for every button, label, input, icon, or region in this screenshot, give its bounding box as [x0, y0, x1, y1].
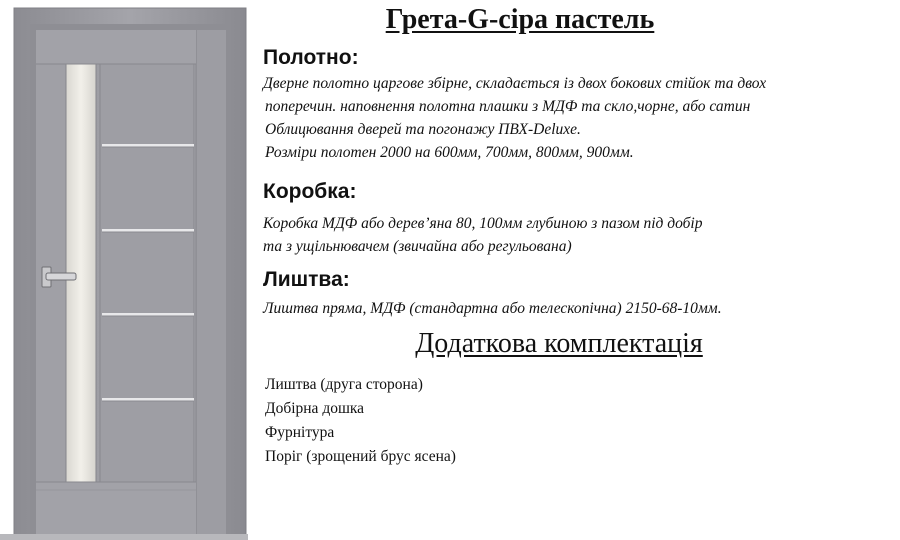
trim-description	[263, 297, 722, 320]
trim-line: Лиштва пряма, МДФ (стандартна або телескопічна) 2150-68-10мм.	[263, 300, 722, 317]
frame-line: Коробка МДФ або дерев’яна 80, 100мм глубиною з пазом під добір	[263, 215, 703, 232]
section-heading-frame: Коробка:	[263, 180, 357, 203]
list-item: Поріг (зрощений брус ясена)	[265, 448, 456, 465]
extras-heading: Додаткова комплектація	[415, 328, 703, 359]
leaf-line: Розміри полотен 2000 на 600мм, 700мм, 800мм, 900мм.	[265, 144, 634, 161]
leaf-line: Облицювання дверей та погонажу ПВХ-Deluxe.	[265, 121, 581, 138]
leaf-description	[263, 72, 766, 164]
door-photo	[0, 0, 248, 540]
leaf-line: поперечин. наповнення полотна плашки з МДФ та скло,чорне, або сатин	[265, 98, 751, 115]
section-heading-leaf: Полотно:	[263, 46, 359, 69]
list-item: Добірна дошка	[265, 400, 365, 417]
page-title: Грета-G-сіра пастель	[385, 4, 655, 35]
extras-list	[265, 373, 456, 469]
section-heading-trim: Лиштва:	[263, 268, 350, 291]
leaf-line: Дверне полотно царгове збірне, складається із двох бокових стійок та двох	[263, 75, 767, 92]
frame-description	[263, 212, 703, 258]
list-item: Лиштва (друга сторона)	[265, 376, 423, 393]
frame-line: та з ущільнювачем (звичайна або регульована)	[263, 238, 572, 255]
list-item: Фурнітура	[265, 424, 335, 441]
